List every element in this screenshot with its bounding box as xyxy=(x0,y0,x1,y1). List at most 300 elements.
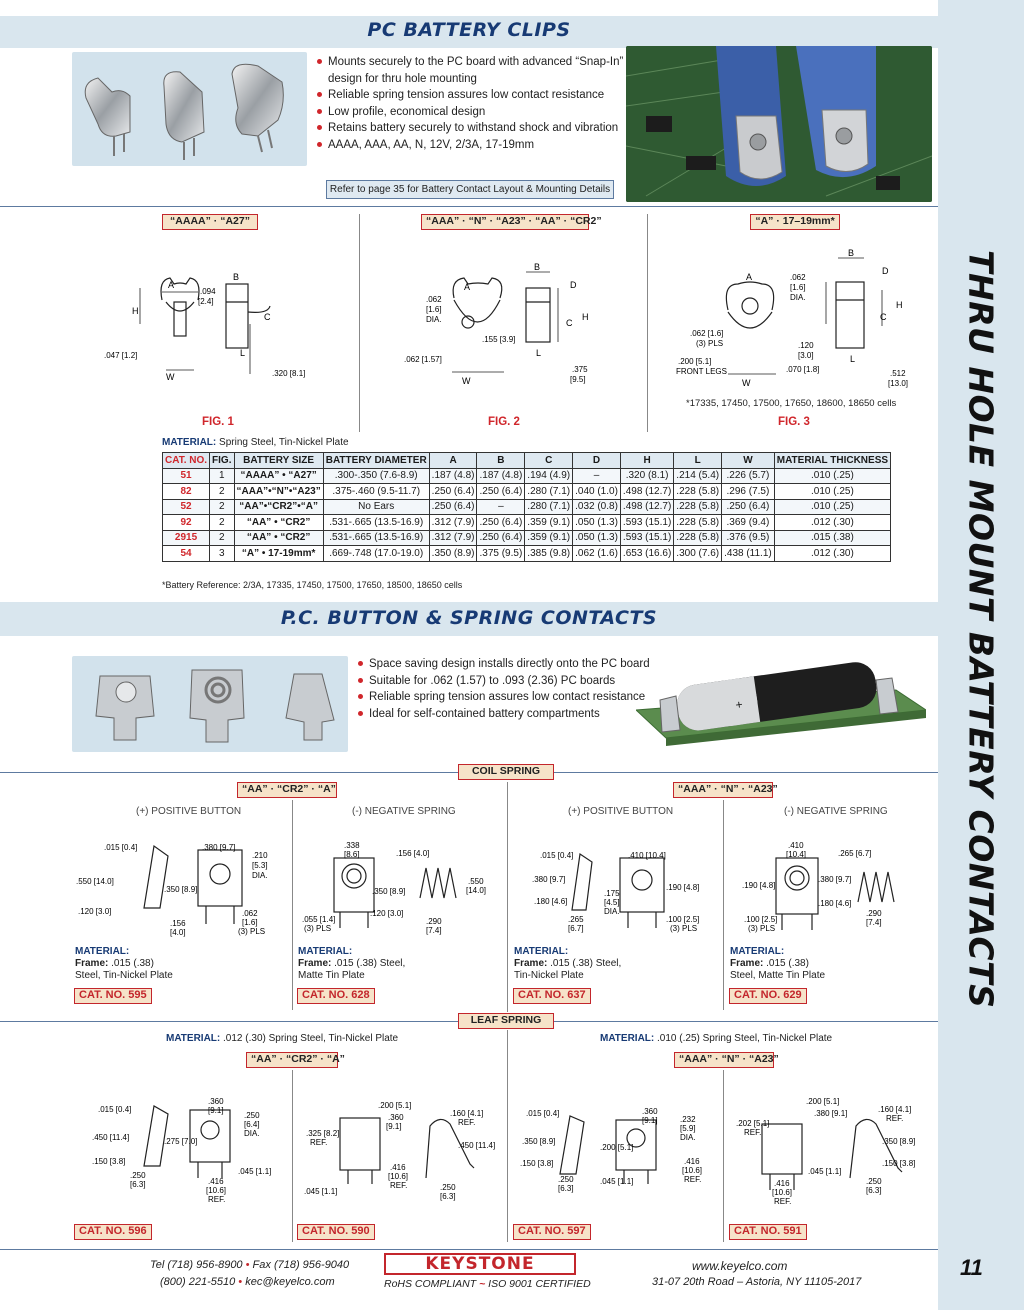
table-row xyxy=(163,530,891,546)
table-cell: .498 (12.7) xyxy=(620,484,673,500)
fig1-size-tag: “AAAA” · “A27” xyxy=(162,214,258,230)
section-title: P.C. BUTTON & SPRING CONTACTS xyxy=(280,607,658,629)
fax: Fax (718) 956-9040 xyxy=(252,1259,350,1271)
svg-text:.160 [4.1]: .160 [4.1] xyxy=(878,1105,912,1114)
cat-number-595: CAT. NO. 595 xyxy=(74,988,152,1004)
svg-text:[13.0]: [13.0] xyxy=(888,379,909,388)
section-bar-button-contacts xyxy=(0,602,938,636)
bullet-item: Reliable spring tension assures low contact resistance xyxy=(316,87,626,104)
table-cell: .187 (4.8) xyxy=(429,468,477,484)
table-row xyxy=(163,499,891,515)
svg-text:.360: .360 xyxy=(388,1113,404,1122)
battery-clips-photo xyxy=(72,52,307,166)
material-text: Spring Steel, Tin-Nickel Plate xyxy=(219,437,349,448)
svg-text:B: B xyxy=(534,262,541,272)
material-heading: MATERIAL: xyxy=(75,946,130,957)
svg-text:[8.6]: [8.6] xyxy=(344,850,360,859)
table-cell: .320 (8.1) xyxy=(620,468,673,484)
svg-text:[10.4]: [10.4] xyxy=(786,850,807,859)
svg-text:.190 [4.8]: .190 [4.8] xyxy=(742,881,776,890)
svg-text:REF.: REF. xyxy=(774,1197,792,1204)
svg-text:H: H xyxy=(896,300,903,310)
svg-text:.250: .250 xyxy=(244,1111,260,1120)
svg-text:[10.6]: [10.6] xyxy=(388,1172,409,1181)
col-header: L xyxy=(674,453,722,469)
svg-text:(3) PLS: (3) PLS xyxy=(696,339,724,348)
svg-text:.062: .062 xyxy=(790,273,806,282)
table-cell: – xyxy=(573,468,621,484)
svg-text:(3) PLS: (3) PLS xyxy=(304,924,332,933)
svg-text:.100 [2.5]: .100 [2.5] xyxy=(744,915,778,924)
table-cell: .228 (5.8) xyxy=(674,515,722,531)
table-cell: .250 (6.4) xyxy=(722,499,775,515)
svg-text:.120: .120 xyxy=(798,341,814,350)
svg-text:.210: .210 xyxy=(252,851,268,860)
svg-text:A: A xyxy=(464,282,471,292)
svg-text:.100 [2.5]: .100 [2.5] xyxy=(666,915,700,924)
svg-text:[14.0]: [14.0] xyxy=(466,886,487,895)
svg-text:[6.3]: [6.3] xyxy=(440,1192,456,1201)
svg-text:.350 [8.9]: .350 [8.9] xyxy=(372,887,406,896)
divider xyxy=(292,800,293,1010)
svg-text:[5.3]: [5.3] xyxy=(252,861,268,870)
svg-text:.156: .156 xyxy=(170,919,186,928)
svg-text:.380 [9.7]: .380 [9.7] xyxy=(202,843,236,852)
table-cell: .010 (.25) xyxy=(774,468,890,484)
cat629-material xyxy=(730,946,825,982)
button-contacts-photo xyxy=(72,656,348,752)
col-header: BATTERY DIAMETER xyxy=(323,453,429,469)
svg-text:.175: .175 xyxy=(604,889,620,898)
svg-text:.070 [1.8]: .070 [1.8] xyxy=(786,365,820,374)
cat-number-637: CAT. NO. 637 xyxy=(513,988,591,1004)
table-cell: 2 xyxy=(210,515,234,531)
rohs-text: RoHS COMPLIANT xyxy=(384,1278,477,1290)
cat-number-cell: 92 xyxy=(163,515,210,531)
table-cell: .593 (15.1) xyxy=(620,530,673,546)
table-cell: .250 (6.4) xyxy=(429,499,477,515)
table-cell: .498 (12.7) xyxy=(620,499,673,515)
tel: Tel (718) 956-8900 xyxy=(150,1259,243,1271)
table-cell: .228 (5.8) xyxy=(674,499,722,515)
svg-text:.015 [0.4]: .015 [0.4] xyxy=(104,843,138,852)
fig3-note: *17335, 17450, 17500, 17650, 18600, 18650 cells xyxy=(686,398,897,409)
material-heading: MATERIAL: xyxy=(730,946,785,957)
svg-text:.047 [1.2]: .047 [1.2] xyxy=(104,351,138,360)
table-cell: .300-.350 (7.6-8.9) xyxy=(323,468,429,484)
svg-text:[9.1]: [9.1] xyxy=(208,1106,224,1115)
svg-text:DIA.: DIA. xyxy=(790,293,806,302)
fig2-label: FIG. 2 xyxy=(488,416,520,428)
fig2-size-tag: “AAA” · “N” · “A23” · “AA” · “CR2” xyxy=(421,214,589,230)
table-cell: .369 (9.4) xyxy=(722,515,775,531)
table-cell: .669-.748 (17.0-19.0) xyxy=(323,546,429,562)
svg-text:L: L xyxy=(240,348,246,358)
table-cell: .375 (9.5) xyxy=(477,546,525,562)
svg-text:.202 [5.1]: .202 [5.1] xyxy=(736,1119,770,1128)
material-heading: MATERIAL: xyxy=(600,1033,655,1044)
table-cell: .015 (.38) xyxy=(774,530,890,546)
svg-text:.380 [9.7]: .380 [9.7] xyxy=(532,875,566,884)
table-cell: .438 (11.1) xyxy=(722,546,775,562)
divider xyxy=(359,214,360,432)
cat629-drawing xyxy=(730,836,935,936)
negative-spring-caption: (-) NEGATIVE SPRING xyxy=(784,806,888,817)
cat595-material xyxy=(75,946,173,982)
table-cell: .250 (6.4) xyxy=(429,484,477,500)
svg-text:.055 [1.4]: .055 [1.4] xyxy=(302,915,336,924)
left-size-tag: “AA” · “CR2” · “A” xyxy=(237,782,337,798)
svg-text:[7.4]: [7.4] xyxy=(866,918,882,927)
table-cell: 2 xyxy=(210,499,234,515)
svg-text:.450 [11.4]: .450 [11.4] xyxy=(92,1133,130,1142)
svg-text:REF.: REF. xyxy=(744,1128,762,1137)
svg-text:.120 [3.0]: .120 [3.0] xyxy=(370,909,404,918)
address: 31-07 20th Road – Astoria, NY 11105-2017 xyxy=(652,1276,862,1288)
table-cell: .375-.460 (9.5-11.7) xyxy=(323,484,429,500)
svg-text:[6.3]: [6.3] xyxy=(130,1180,146,1189)
table-cell: – xyxy=(477,499,525,515)
svg-text:.156 [4.0]: .156 [4.0] xyxy=(396,849,430,858)
svg-text:[10.6]: [10.6] xyxy=(206,1186,227,1195)
cat-number-cell: 82 xyxy=(163,484,210,500)
table-cell: 2 xyxy=(210,484,234,500)
table-cell: No Ears xyxy=(323,499,429,515)
table-cell: .376 (9.5) xyxy=(722,530,775,546)
svg-text:REF.: REF. xyxy=(208,1195,226,1204)
svg-text:.062 [1.57]: .062 [1.57] xyxy=(404,355,442,364)
svg-text:B: B xyxy=(233,272,240,282)
table-cell: .531-.665 (13.5-16.9) xyxy=(323,515,429,531)
svg-text:.015 [0.4]: .015 [0.4] xyxy=(526,1109,560,1118)
svg-text:.062 [1.6]: .062 [1.6] xyxy=(690,329,724,338)
material-line: Steel, Matte Tin Plate xyxy=(730,970,826,981)
table-row xyxy=(163,515,891,531)
table-cell: .226 (5.7) xyxy=(722,468,775,484)
divider xyxy=(723,800,724,1010)
bullet-item: Space saving design installs directly onto the PC board xyxy=(357,656,657,673)
table-cell: .385 (9.8) xyxy=(525,546,573,562)
positive-button-caption: (+) POSITIVE BUTTON xyxy=(136,806,242,817)
cat-number-cell: 51 xyxy=(163,468,210,484)
svg-text:.160 [4.1]: .160 [4.1] xyxy=(450,1109,484,1118)
table-cell: .010 (.25) xyxy=(774,499,890,515)
table-cell: .050 (1.3) xyxy=(573,530,621,546)
leaf-right-size-tag: “AAA” · “N” · “A23” xyxy=(674,1052,774,1068)
svg-text:REF.: REF. xyxy=(684,1175,702,1184)
negative-spring-caption: (-) NEGATIVE SPRING xyxy=(352,806,456,817)
footer-phone-line: Tel (718) 956-8900 • Fax (718) 956-9040 xyxy=(150,1259,350,1271)
svg-text:DIA.: DIA. xyxy=(252,871,268,880)
material-heading: MATERIAL: xyxy=(298,946,353,957)
svg-text:.360: .360 xyxy=(208,1097,224,1106)
svg-text:.512: .512 xyxy=(890,369,906,378)
cat-number-628: CAT. NO. 628 xyxy=(297,988,375,1004)
col-header: D xyxy=(573,453,621,469)
divider xyxy=(0,1249,938,1250)
right-size-tag: “AAA” · “N” · “A23” xyxy=(673,782,773,798)
svg-text:.338: .338 xyxy=(344,841,360,850)
svg-text:DIA.: DIA. xyxy=(426,315,442,324)
svg-text:L: L xyxy=(850,354,856,364)
svg-text:.410 [10.4]: .410 [10.4] xyxy=(628,851,666,860)
svg-text:FRONT LEGS: FRONT LEGS xyxy=(676,367,727,376)
svg-text:.180 [4.6]: .180 [4.6] xyxy=(534,897,568,906)
svg-text:.120 [3.0]: .120 [3.0] xyxy=(78,907,112,916)
material-line: .015 (.38) xyxy=(111,958,154,969)
bullet-item: Retains battery securely to withstand shock and vibration xyxy=(316,120,626,137)
svg-text:.416: .416 xyxy=(684,1157,700,1166)
battery-on-pcb-illustration xyxy=(636,650,926,748)
certifications: RoHS COMPLIANT ~ ISO 9001 CERTIFIED xyxy=(384,1278,591,1290)
table-cell: .531-.665 (13.5-16.9) xyxy=(323,530,429,546)
svg-text:W: W xyxy=(742,378,751,388)
svg-text:REF.: REF. xyxy=(886,1114,904,1123)
table-cell: .359 (9.1) xyxy=(525,530,573,546)
leaf-spring-label: LEAF SPRING xyxy=(458,1013,554,1029)
divider xyxy=(507,782,508,1012)
svg-text:.150 [3.8]: .150 [3.8] xyxy=(520,1159,554,1168)
svg-text:[5.9]: [5.9] xyxy=(680,1124,696,1133)
svg-text:[6.4]: [6.4] xyxy=(244,1120,260,1129)
cat628-drawing xyxy=(298,838,503,938)
website-link[interactable]: www.keyelco.com xyxy=(692,1259,788,1273)
iso-text: ISO 9001 CERTIFIED xyxy=(488,1278,591,1290)
svg-text:[3.0]: [3.0] xyxy=(798,351,814,360)
divider xyxy=(723,1070,724,1242)
pcb-battery-photo xyxy=(626,46,932,202)
cat637-material xyxy=(514,946,621,982)
material-heading: MATERIAL: xyxy=(514,946,569,957)
footer-contact-line: (800) 221-5510 • kec@keyelco.com xyxy=(160,1276,335,1288)
svg-text:[9.1]: [9.1] xyxy=(642,1116,658,1125)
table-cell: .280 (7.1) xyxy=(525,499,573,515)
divider xyxy=(292,1070,293,1242)
cat-number-596: CAT. NO. 596 xyxy=(74,1224,152,1240)
svg-text:[10.6]: [10.6] xyxy=(772,1188,793,1197)
table-cell: .062 (1.6) xyxy=(573,546,621,562)
col-header: W xyxy=(722,453,775,469)
table-cell: .040 (1.0) xyxy=(573,484,621,500)
table-cell: .250 (6.4) xyxy=(477,484,525,500)
leaf-left-size-tag: “AA” · “CR2” · “A” xyxy=(246,1052,338,1068)
clips-spec-table xyxy=(162,452,891,562)
contacts-bullet-list xyxy=(357,656,657,722)
svg-text:[1.6]: [1.6] xyxy=(242,918,258,927)
svg-text:.350 [8.9]: .350 [8.9] xyxy=(882,1137,916,1146)
table-cell: .350 (8.9) xyxy=(429,546,477,562)
table-cell: .653 (16.6) xyxy=(620,546,673,562)
fig1-drawing xyxy=(100,262,340,387)
svg-text:W: W xyxy=(166,372,175,382)
svg-text:.380 [9.1]: .380 [9.1] xyxy=(814,1109,848,1118)
phone-800: (800) 221-5510 xyxy=(160,1276,236,1288)
coil-spring-label: COIL SPRING xyxy=(458,764,554,780)
cat-number-629: CAT. NO. 629 xyxy=(729,988,807,1004)
refer-note: Refer to page 35 for Battery Contact Layout & Mounting Details xyxy=(326,180,614,199)
svg-text:[6.7]: [6.7] xyxy=(568,924,584,933)
section-bar-battery-clips xyxy=(0,16,938,48)
svg-text:REF.: REF. xyxy=(458,1118,476,1127)
table-cell: “AA”•“CR2”•“A” xyxy=(234,499,323,515)
cat-number-cell: 54 xyxy=(163,546,210,562)
svg-text:.550 [14.0]: .550 [14.0] xyxy=(76,877,114,886)
svg-text:REF.: REF. xyxy=(390,1181,408,1190)
svg-text:.150 [3.8]: .150 [3.8] xyxy=(92,1157,126,1166)
col-header: H xyxy=(620,453,673,469)
svg-text:.360: .360 xyxy=(642,1107,658,1116)
svg-text:+: + xyxy=(734,697,744,713)
material-line: Matte Tin Plate xyxy=(298,970,365,981)
svg-text:.265 [6.7]: .265 [6.7] xyxy=(838,849,872,858)
svg-text:.325 [8.2]: .325 [8.2] xyxy=(306,1129,340,1138)
svg-text:.265: .265 xyxy=(568,915,584,924)
col-header: FIG. xyxy=(210,453,234,469)
svg-text:.150 [3.8]: .150 [3.8] xyxy=(882,1159,916,1168)
clips-bullet-list xyxy=(316,54,626,153)
svg-text:.015 [0.4]: .015 [0.4] xyxy=(98,1105,132,1114)
table-cell: .228 (5.8) xyxy=(674,530,722,546)
cat595-drawing xyxy=(74,838,284,938)
bullet-item: Mounts securely to the PC board with advanced “Snap-In” design for thru hole mounting xyxy=(316,54,626,87)
svg-text:.250: .250 xyxy=(440,1183,456,1192)
bullet-item: Reliable spring tension assures low contact resistance xyxy=(357,689,657,706)
table-header-row xyxy=(163,453,891,469)
cat637-drawing xyxy=(512,840,717,940)
col-header: C xyxy=(525,453,573,469)
table-cell: .032 (0.8) xyxy=(573,499,621,515)
cat590-drawing xyxy=(300,1098,504,1208)
svg-text:(3) PLS: (3) PLS xyxy=(238,927,266,936)
table-cell: “AA” • “CR2” xyxy=(234,515,323,531)
svg-text:.290: .290 xyxy=(866,909,882,918)
divider xyxy=(0,206,938,207)
col-header: CAT. NO. xyxy=(163,453,210,469)
svg-text:.290: .290 xyxy=(426,917,442,926)
table-cell: “AAA”•“N”•“A23” xyxy=(234,484,323,500)
fig3-drawing xyxy=(672,244,922,394)
bullet-item: AAAA, AAA, AA, N, 12V, 2/3A, 17-19mm xyxy=(316,137,626,154)
table-row xyxy=(163,546,891,562)
bullet-item: Low profile, economical design xyxy=(316,104,626,121)
material-line: .015 (.38) Steel, xyxy=(334,958,406,969)
svg-text:[1.6]: [1.6] xyxy=(790,283,806,292)
svg-text:.045 [1.1]: .045 [1.1] xyxy=(304,1187,338,1196)
side-title: THRU HOLE MOUNT BATTERY CONTACTS xyxy=(961,250,1001,1009)
svg-text:.232: .232 xyxy=(680,1115,696,1124)
svg-text:[4.0]: [4.0] xyxy=(170,928,186,937)
svg-text:L: L xyxy=(536,348,542,358)
svg-text:DIA.: DIA. xyxy=(680,1133,696,1142)
svg-text:[6.3]: [6.3] xyxy=(558,1184,574,1193)
svg-text:.250: .250 xyxy=(130,1171,146,1180)
col-header: MATERIAL THICKNESS xyxy=(774,453,890,469)
table-cell: .050 (1.3) xyxy=(573,515,621,531)
col-header: B xyxy=(477,453,525,469)
svg-text:D: D xyxy=(570,280,577,290)
fig3-label: FIG. 3 xyxy=(778,416,810,428)
table-cell: 1 xyxy=(210,468,234,484)
svg-text:DIA.: DIA. xyxy=(604,907,620,916)
positive-button-caption: (+) POSITIVE BUTTON xyxy=(568,806,674,817)
svg-text:REF.: REF. xyxy=(310,1138,328,1147)
material-line: Tin-Nickel Plate xyxy=(514,970,584,981)
table-cell: 2 xyxy=(210,530,234,546)
svg-text:.045 [1.1]: .045 [1.1] xyxy=(808,1167,842,1176)
svg-text:.320 [8.1]: .320 [8.1] xyxy=(272,369,306,378)
svg-text:[2.4]: [2.4] xyxy=(198,297,214,306)
bullet-item: Ideal for self-contained battery compartments xyxy=(357,706,657,723)
svg-text:.200 [5.1]: .200 [5.1] xyxy=(378,1101,412,1110)
cat591-drawing xyxy=(732,1094,932,1204)
material-line: .012 (.30) Spring Steel, Tin-Nickel Plate xyxy=(223,1033,399,1044)
fig1-label: FIG. 1 xyxy=(202,416,234,428)
col-header: BATTERY SIZE xyxy=(234,453,323,469)
table-cell: .296 (7.5) xyxy=(722,484,775,500)
table-cell: .300 (7.6) xyxy=(674,546,722,562)
svg-text:A: A xyxy=(746,272,753,282)
svg-text:.062: .062 xyxy=(426,295,442,304)
cat597-drawing xyxy=(520,1100,716,1200)
cat-number-591: CAT. NO. 591 xyxy=(729,1224,807,1240)
svg-text:.375: .375 xyxy=(572,365,588,374)
svg-text:C: C xyxy=(566,318,573,328)
svg-text:[1.6]: [1.6] xyxy=(426,305,442,314)
material-line: .015 (.38) xyxy=(766,958,809,969)
frame-label: Frame: xyxy=(514,958,548,969)
divider xyxy=(507,1030,508,1242)
svg-text:W: W xyxy=(462,376,471,386)
svg-text:(3) PLS: (3) PLS xyxy=(748,924,776,933)
svg-text:.350 [8.9]: .350 [8.9] xyxy=(164,885,198,894)
svg-text:.155 [3.9]: .155 [3.9] xyxy=(482,335,516,344)
svg-text:C: C xyxy=(264,312,271,322)
cat-number-597: CAT. NO. 597 xyxy=(513,1224,591,1240)
clips-material xyxy=(162,437,349,449)
material-line: Steel, Tin-Nickel Plate xyxy=(75,970,173,981)
cat-number-590: CAT. NO. 590 xyxy=(297,1224,375,1240)
table-footnote: *Battery Reference: 2/3A, 17335, 17450, 17500, 17650, 18500, 18650 cells xyxy=(162,580,463,590)
page-number: 11 xyxy=(960,1255,983,1280)
svg-text:.045 [1.1]: .045 [1.1] xyxy=(600,1177,634,1186)
svg-text:.275 [7.0]: .275 [7.0] xyxy=(164,1137,198,1146)
table-cell: .593 (15.1) xyxy=(620,515,673,531)
material-line: .015 (.38) Steel, xyxy=(550,958,622,969)
leaf-right-material xyxy=(600,1033,832,1045)
svg-text:.250: .250 xyxy=(558,1175,574,1184)
divider xyxy=(647,214,648,432)
svg-text:D: D xyxy=(882,266,889,276)
table-cell: .187 (4.8) xyxy=(477,468,525,484)
svg-text:.416: .416 xyxy=(390,1163,406,1172)
cat-number-cell: 2915 xyxy=(163,530,210,546)
svg-text:.350 [8.9]: .350 [8.9] xyxy=(522,1137,556,1146)
svg-text:[10.6]: [10.6] xyxy=(682,1166,703,1175)
svg-text:.180 [4.6]: .180 [4.6] xyxy=(818,899,852,908)
material-heading: MATERIAL: xyxy=(166,1033,221,1044)
email-link[interactable]: kec@keyelco.com xyxy=(245,1276,335,1288)
table-cell: .250 (6.4) xyxy=(477,530,525,546)
frame-label: Frame: xyxy=(730,958,764,969)
table-cell: .312 (7.9) xyxy=(429,515,477,531)
cat-number-cell: 52 xyxy=(163,499,210,515)
svg-text:[6.3]: [6.3] xyxy=(866,1186,882,1195)
table-cell: .359 (9.1) xyxy=(525,515,573,531)
table-cell: 3 xyxy=(210,546,234,562)
svg-text:H: H xyxy=(582,312,589,322)
material-label: MATERIAL: xyxy=(162,437,217,448)
svg-text:.200 [5.1]: .200 [5.1] xyxy=(678,357,712,366)
